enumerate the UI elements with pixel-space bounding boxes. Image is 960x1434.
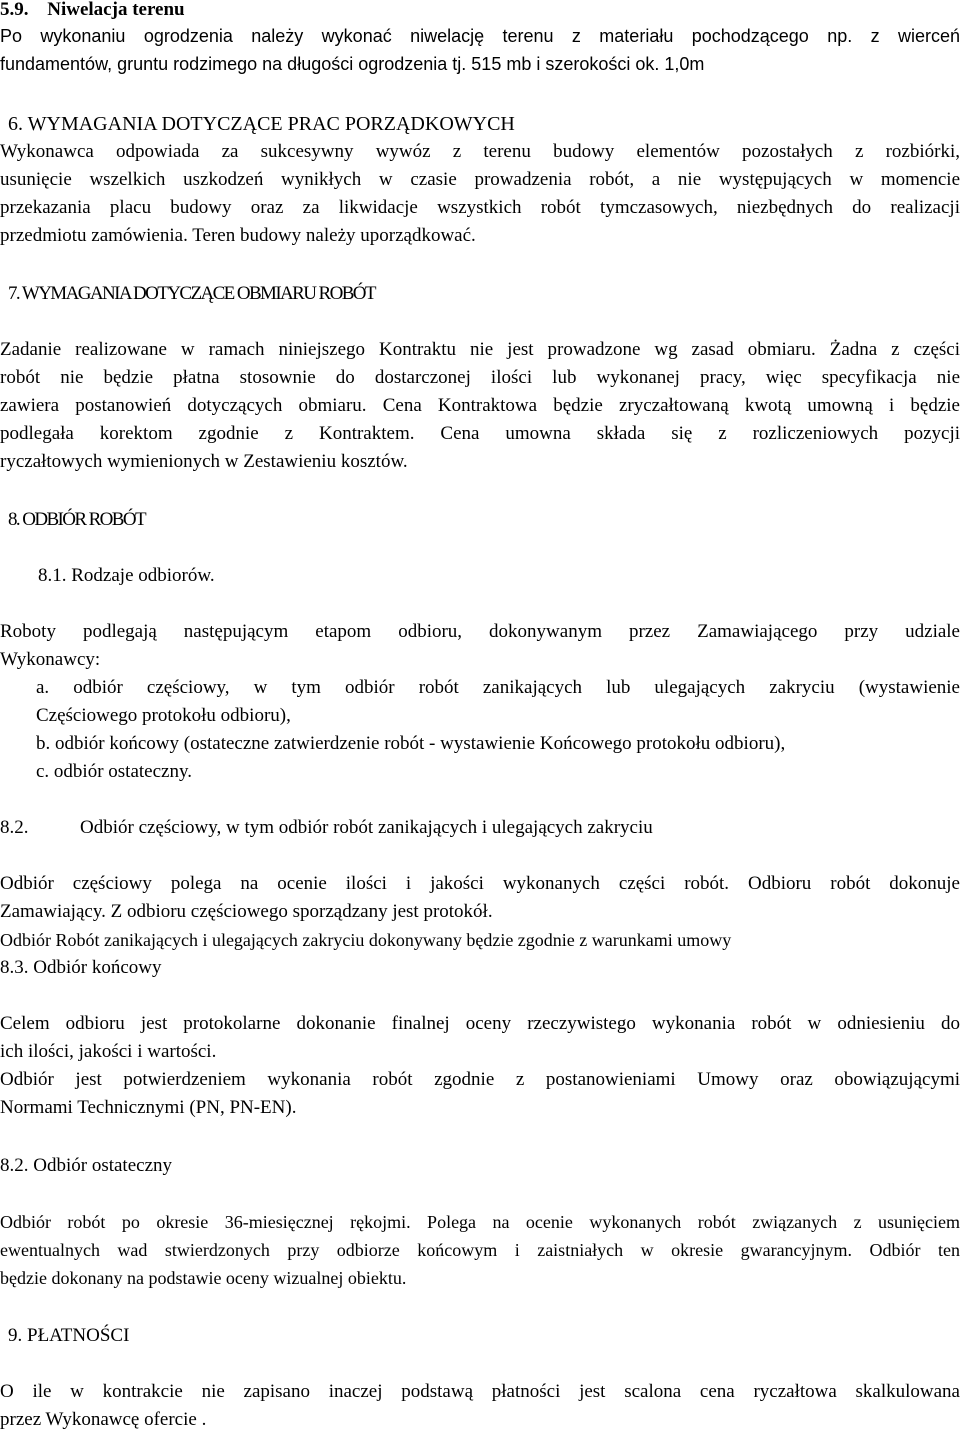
paragraph-line: przedmiotu zamówienia. Teren budowy należy uporządkować. [0, 225, 476, 246]
paragraph-line: Odbiór jest potwierdzeniem wykonania robót zgodnie z postanowieniami Umowy oraz obowiązującymi [0, 1069, 960, 1090]
section-number: 5.9. [0, 0, 29, 20]
paragraph-line: Zadanie realizowane w ramach niniejszego Kontraktu nie jest prowadzone wg zasad obmiaru. Żadna z części [0, 339, 960, 360]
paragraph-line: Wykonawcy: [0, 649, 101, 670]
paragraph-line: Po wykonaniu ogrodzenia należy wykonać niwelację terenu z materiału pochodzącego np. z wierceń [0, 26, 960, 46]
list-item-continuation: Częściowego protokołu odbioru), [36, 705, 291, 726]
paragraph-line: Odbiór Robót zanikających i ulegających zakryciu dokonywany będzie zgodnie z warunkami umowy [0, 930, 732, 950]
paragraph-line: przekazania placu budowy oraz za likwidacje wszystkich robót tymczasowych, niezbędnych do realizacji [0, 197, 960, 218]
subsection-8-2-final-heading: 8.2. Odbiór ostateczny [0, 1155, 173, 1176]
paragraph-line: będzie dokonany na podstawie oceny wizualnej obiektu. [0, 1268, 407, 1288]
paragraph-line: Normami Technicznymi (PN, PN-EN). [0, 1097, 297, 1118]
list-item: c. odbiór ostateczny. [36, 761, 192, 782]
section-7-heading: 7. WYMAGANIA DOTYCZĄCE OBMIARU ROBÓT [8, 283, 375, 304]
paragraph-line: ich ilości, jakości i wartości. [0, 1041, 217, 1062]
paragraph-line: podlegała korektom zgodnie z Kontraktem. Cena umowna składa się z rozliczeniowych pozycji [0, 423, 960, 444]
paragraph-line: Wykonawca odpowiada za sukcesywny wywóz z terenu budowy elementów pozostałych z rozbiórki, [0, 141, 960, 162]
paragraph-line: Celem odbioru jest protokolarne dokonanie finalnej oceny rzeczywistego wykonania robót w odniesieniu do [0, 1013, 960, 1034]
subsection-number: 8.2. [0, 817, 29, 838]
paragraph-line: Roboty podlegają następującym etapom odbioru, dokonywanym przez Zamawiającego przy udziale [0, 621, 960, 642]
section-9-heading: 9. PŁATNOŚCI [8, 1325, 130, 1346]
list-item: b. odbiór końcowy (ostateczne zatwierdzenie robót - wystawienie Końcowego protokołu odbioru), [36, 733, 786, 754]
paragraph-line: Zamawiający. Z odbioru częściowego sporządzany jest protokół. [0, 901, 493, 922]
paragraph-line: ewentualnych wad stwierdzonych przy odbiorze końcowym i zaistniałych w okresie gwarancyjnym. Odbiór ten [0, 1240, 960, 1260]
paragraph-line: przez Wykonawcę ofercie . [0, 1409, 207, 1430]
section-title: Niwelacja terenu [47, 0, 185, 20]
subsection-8-3-heading: 8.3. Odbiór końcowy [0, 957, 162, 978]
paragraph-line: usunięcie wszelkich uszkodzeń wynikłych w czasie prowadzenia robót, a nie występujących w momencie [0, 169, 960, 190]
paragraph-line: zawiera postanowień dotyczących obmiaru. Cena Kontraktowa będzie zryczałtowaną kwotą umowną i będzie [0, 395, 960, 416]
section-6-heading: 6. WYMAGANIA DOTYCZĄCE PRAC PORZĄDKOWYCH [8, 113, 515, 135]
section-5-9-heading [0, 0, 960, 22]
paragraph-line: fundamentów, gruntu rodzimego na długości ogrodzenia tj. 515 mb i szerokości ok. 1,0m [0, 54, 705, 74]
paragraph-line: ryczałtowych wymienionych w Zestawieniu kosztów. [0, 451, 408, 472]
list-item: a. odbiór częściowy, w tym odbiór robót zanikających lub ulegających zakryciu (wystawienie [36, 677, 960, 698]
section-8-heading: 8. ODBIÓR ROBÓT [8, 509, 145, 530]
paragraph-line: Odbiór robót po okresie 36-miesięcznej rękojmi. Polega na ocenie wykonanych robót związanych z usunięciem [0, 1212, 960, 1232]
paragraph-line: Odbiór częściowy polega na ocenie ilości i jakości wykonanych części robót. Odbioru robót dokonuje [0, 873, 960, 894]
paragraph-line: O ile w kontrakcie nie zapisano inaczej podstawą płatności jest scalona cena ryczałtowa skalkulowana [0, 1381, 960, 1402]
subsection-8-1-heading: 8.1. Rodzaje odbiorów. [38, 565, 215, 586]
subsection-title: Odbiór częściowy, w tym odbiór robót zanikających i ulegających zakryciu [80, 817, 653, 838]
subsection-8-2-heading [0, 816, 960, 840]
paragraph-line: robót nie będzie płatna stosownie do dostarczonej ilości lub wykonanej pracy, więc specyfikacja nie [0, 367, 960, 388]
